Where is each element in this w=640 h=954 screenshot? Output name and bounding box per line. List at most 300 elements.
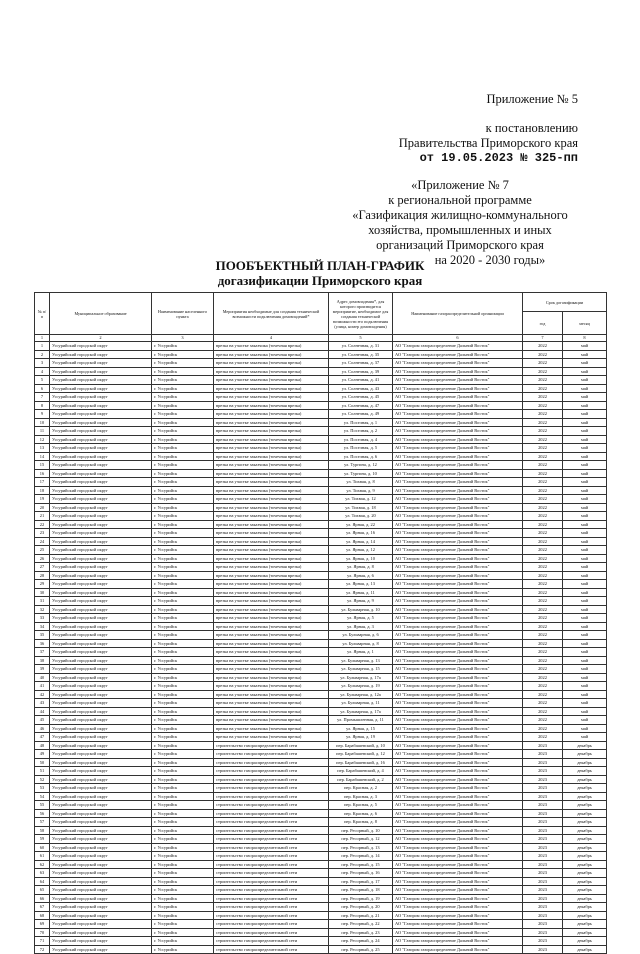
municipality-cell: Уссурийский городской округ (50, 495, 152, 504)
month-cell: май (563, 376, 607, 385)
table-row (35, 656, 607, 665)
address-cell: ул. Солнечная, д. 49 (329, 410, 393, 419)
decree-line: к постановлению (485, 121, 578, 135)
municipality-cell: Уссурийский городской округ (50, 639, 152, 648)
organization-cell: АО "Газпром газораспределение Дальний Восток" (393, 359, 523, 368)
row-number: 14 (35, 452, 50, 461)
table-row (35, 665, 607, 674)
measure-cell: врезка на участке заказчика (точечная врезка) (214, 673, 329, 682)
address-cell: ул. Ярная, д. 1 (329, 648, 393, 657)
municipality-cell: Уссурийский городской округ (50, 724, 152, 733)
column-number: 3 (152, 335, 214, 342)
table-row (35, 495, 607, 504)
year-cell: 2022 (523, 520, 563, 529)
year-cell: 2022 (523, 716, 563, 725)
row-number: 56 (35, 809, 50, 818)
settlement-cell: г. Уссурийск (152, 928, 214, 937)
month-cell: май (563, 469, 607, 478)
municipality-cell: Уссурийский городской округ (50, 410, 152, 419)
settlement-cell: г. Уссурийск (152, 767, 214, 776)
year-cell: 2023 (523, 784, 563, 793)
municipality-cell: Уссурийский городской округ (50, 707, 152, 716)
organization-cell: АО "Газпром газораспределение Дальний Восток" (393, 699, 523, 708)
settlement-cell: г. Уссурийск (152, 554, 214, 563)
municipality-cell: Уссурийский городской округ (50, 537, 152, 546)
table-row (35, 877, 607, 886)
organization-cell: АО "Газпром газораспределение Дальний Восток" (393, 767, 523, 776)
measure-cell: строительство газораспределительной сети (214, 775, 329, 784)
address-cell: ул. Ярная, д. 14 (329, 537, 393, 546)
municipality-cell: Уссурийский городской округ (50, 716, 152, 725)
organization-cell: АО "Газпром газораспределение Дальний Восток" (393, 571, 523, 580)
month-cell: декабрь (563, 945, 607, 954)
row-number: 19 (35, 495, 50, 504)
settlement-cell: г. Уссурийск (152, 699, 214, 708)
measure-cell: строительство газораспределительной сети (214, 750, 329, 759)
measure-cell: строительство газораспределительной сети (214, 945, 329, 954)
month-cell: декабрь (563, 826, 607, 835)
address-cell: ул. Поселная, д. 4 (329, 435, 393, 444)
month-cell: май (563, 486, 607, 495)
month-cell: декабрь (563, 937, 607, 946)
address-cell: ул. Поселная, д. 1 (329, 418, 393, 427)
row-number: 44 (35, 707, 50, 716)
table-row (35, 554, 607, 563)
year-cell: 2023 (523, 945, 563, 954)
month-cell: май (563, 503, 607, 512)
address-cell: ул. Тургина, д. 10 (329, 469, 393, 478)
table-row (35, 367, 607, 376)
row-number: 53 (35, 784, 50, 793)
settlement-cell: г. Уссурийск (152, 393, 214, 402)
inner-appendix: «Приложение № 7 (411, 178, 509, 192)
row-number: 61 (35, 852, 50, 861)
month-cell: декабрь (563, 852, 607, 861)
year-cell: 2022 (523, 359, 563, 368)
row-number: 69 (35, 920, 50, 929)
measure-cell: врезка на участке заказчика (точечная врезка) (214, 452, 329, 461)
row-number: 11 (35, 427, 50, 436)
organization-cell: АО "Газпром газораспределение Дальний Восток" (393, 784, 523, 793)
settlement-cell: г. Уссурийск (152, 571, 214, 580)
year-cell: 2022 (523, 435, 563, 444)
month-cell: декабрь (563, 801, 607, 810)
month-cell: декабрь (563, 886, 607, 895)
month-cell: май (563, 342, 607, 351)
year-cell: 2023 (523, 750, 563, 759)
settlement-cell: г. Уссурийск (152, 461, 214, 470)
table-row (35, 444, 607, 453)
municipality-cell: Уссурийский городской округ (50, 699, 152, 708)
address-cell: пер. Красная, д. 5 (329, 801, 393, 810)
month-cell: декабрь (563, 911, 607, 920)
settlement-cell: г. Уссурийск (152, 631, 214, 640)
municipality-cell: Уссурийский городской округ (50, 758, 152, 767)
table-row (35, 937, 607, 946)
address-cell: пер. Красная, д. 8 (329, 818, 393, 827)
table-row (35, 886, 607, 895)
measure-cell: врезка на участке заказчика (точечная врезка) (214, 682, 329, 691)
month-cell: декабрь (563, 784, 607, 793)
row-number: 3 (35, 359, 50, 368)
address-cell: пер. Барабашевский, д. 2 (329, 775, 393, 784)
row-number: 46 (35, 724, 50, 733)
address-cell: ул. Тургина, д. 12 (329, 461, 393, 470)
row-number: 58 (35, 826, 50, 835)
organization-cell: АО "Газпром газораспределение Дальний Восток" (393, 886, 523, 895)
address-cell: ул. Поселная, д. 6 (329, 452, 393, 461)
municipality-cell: Уссурийский городской округ (50, 529, 152, 538)
header-municipality: Муниципальное образование (50, 293, 152, 335)
month-cell: май (563, 478, 607, 487)
table-row (35, 639, 607, 648)
year-cell: 2023 (523, 886, 563, 895)
measure-cell: врезка на участке заказчика (точечная врезка) (214, 648, 329, 657)
year-cell: 2023 (523, 903, 563, 912)
measure-cell: строительство газораспределительной сети (214, 767, 329, 776)
address-cell: пер. Ресорный, д. 24 (329, 937, 393, 946)
month-cell: май (563, 631, 607, 640)
organization-cell: АО "Газпром газораспределение Дальний Восток" (393, 546, 523, 555)
measure-cell: строительство газораспределительной сети (214, 741, 329, 750)
settlement-cell: г. Уссурийск (152, 656, 214, 665)
month-cell: май (563, 639, 607, 648)
header-deadline: Срок догазификации (523, 293, 607, 312)
month-cell: май (563, 418, 607, 427)
settlement-cell: г. Уссурийск (152, 350, 214, 359)
measure-cell: врезка на участке заказчика (точечная врезка) (214, 690, 329, 699)
row-number: 45 (35, 716, 50, 725)
address-cell: ул. Ярная, д. 12 (329, 546, 393, 555)
organization-cell: АО "Газпром газораспределение Дальний Восток" (393, 852, 523, 861)
settlement-cell: г. Уссурийск (152, 758, 214, 767)
month-cell: декабрь (563, 869, 607, 878)
row-number: 18 (35, 486, 50, 495)
year-cell: 2022 (523, 546, 563, 555)
row-number: 29 (35, 580, 50, 589)
row-number: 24 (35, 537, 50, 546)
year-cell: 2022 (523, 622, 563, 631)
settlement-cell: г. Уссурийск (152, 546, 214, 555)
row-number: 40 (35, 673, 50, 682)
settlement-cell: г. Уссурийск (152, 614, 214, 623)
organization-cell: АО "Газпром газораспределение Дальний Восток" (393, 614, 523, 623)
table-row (35, 809, 607, 818)
organization-cell: АО "Газпром газораспределение Дальний Восток" (393, 401, 523, 410)
year-cell: 2022 (523, 495, 563, 504)
row-number: 51 (35, 767, 50, 776)
row-number: 20 (35, 503, 50, 512)
organization-cell: АО "Газпром газораспределение Дальний Восток" (393, 724, 523, 733)
municipality-cell: Уссурийский городской округ (50, 384, 152, 393)
organization-cell: АО "Газпром газораспределение Дальний Восток" (393, 342, 523, 351)
month-cell: декабрь (563, 877, 607, 886)
header-address: Адрес домовладения*, для которого производится мероприятие, необходимое для создания технической возможности его подключения (улица, номер домовладения) (329, 293, 393, 335)
table-row (35, 911, 607, 920)
municipality-cell: Уссурийский городской округ (50, 877, 152, 886)
table-row (35, 775, 607, 784)
measure-cell: врезка на участке заказчика (точечная врезка) (214, 631, 329, 640)
settlement-cell: г. Уссурийск (152, 427, 214, 436)
address-cell: ул. Ярная, д. 10 (329, 554, 393, 563)
address-cell: ул. Солнечная, д. 47 (329, 401, 393, 410)
measure-cell: врезка на участке заказчика (точечная врезка) (214, 665, 329, 674)
column-number: 2 (50, 335, 152, 342)
row-number: 8 (35, 401, 50, 410)
table-row (35, 928, 607, 937)
row-number: 30 (35, 588, 50, 597)
year-cell: 2022 (523, 418, 563, 427)
address-cell: ул. Солнечная, д. 43 (329, 384, 393, 393)
municipality-cell: Уссурийский городской округ (50, 869, 152, 878)
settlement-cell: г. Уссурийск (152, 520, 214, 529)
settlement-cell: г. Уссурийск (152, 563, 214, 572)
organization-cell: АО "Газпром газораспределение Дальний Восток" (393, 673, 523, 682)
month-cell: май (563, 571, 607, 580)
measure-cell: строительство газораспределительной сети (214, 818, 329, 827)
year-cell: 2022 (523, 401, 563, 410)
year-cell: 2022 (523, 478, 563, 487)
year-cell: 2022 (523, 342, 563, 351)
organization-cell: АО "Газпром газораспределение Дальний Восток" (393, 648, 523, 657)
organization-cell: АО "Газпром газораспределение Дальний Восток" (393, 631, 523, 640)
row-number: 6 (35, 384, 50, 393)
measure-cell: врезка на участке заказчика (точечная врезка) (214, 733, 329, 742)
measure-cell: врезка на участке заказчика (точечная врезка) (214, 537, 329, 546)
row-number: 28 (35, 571, 50, 580)
year-cell: 2022 (523, 461, 563, 470)
year-cell: 2022 (523, 690, 563, 699)
municipality-cell: Уссурийский городской округ (50, 784, 152, 793)
year-cell: 2022 (523, 563, 563, 572)
settlement-cell: г. Уссурийск (152, 877, 214, 886)
row-number: 33 (35, 614, 50, 623)
measure-cell: врезка на участке заказчика (точечная врезка) (214, 384, 329, 393)
municipality-cell: Уссурийский городской округ (50, 486, 152, 495)
address-cell: пер. Ресорный, д. 15 (329, 860, 393, 869)
address-cell: пер. Ресорный, д. 19 (329, 894, 393, 903)
table-row (35, 801, 607, 810)
year-cell: 2022 (523, 350, 563, 359)
settlement-cell: г. Уссурийск (152, 741, 214, 750)
month-cell: май (563, 367, 607, 376)
month-cell: май (563, 716, 607, 725)
address-cell: ул. Ярная, д. 6 (329, 571, 393, 580)
organization-cell: АО "Газпром газораспределение Дальний Восток" (393, 911, 523, 920)
table-row (35, 699, 607, 708)
table-row (35, 784, 607, 793)
row-number: 57 (35, 818, 50, 827)
address-cell: пер. Ресорный, д. 21 (329, 911, 393, 920)
table-row (35, 673, 607, 682)
organization-cell: АО "Газпром газораспределение Дальний Восток" (393, 818, 523, 827)
measure-cell: врезка на участке заказчика (точечная врезка) (214, 478, 329, 487)
address-cell: ул. Солнечная, д. 31 (329, 342, 393, 351)
table-row (35, 537, 607, 546)
year-cell: 2023 (523, 758, 563, 767)
table-row (35, 546, 607, 555)
settlement-cell: г. Уссурийск (152, 410, 214, 419)
row-number: 42 (35, 690, 50, 699)
municipality-cell: Уссурийский городской округ (50, 673, 152, 682)
row-number: 55 (35, 801, 50, 810)
program-name-2: хозяйства, промышленных и иных (368, 223, 552, 237)
year-cell: 2022 (523, 588, 563, 597)
address-cell: ул. Ярная, д. 5 (329, 614, 393, 623)
measure-cell: строительство газораспределительной сети (214, 826, 329, 835)
settlement-cell: г. Уссурийск (152, 444, 214, 453)
page-subtitle: догазификации Приморского края (217, 273, 423, 288)
settlement-cell: г. Уссурийск (152, 801, 214, 810)
year-cell: 2023 (523, 775, 563, 784)
year-cell: 2022 (523, 410, 563, 419)
table-row (35, 852, 607, 861)
year-cell: 2023 (523, 869, 563, 878)
measure-cell: строительство газораспределительной сети (214, 843, 329, 852)
year-cell: 2022 (523, 699, 563, 708)
measure-cell: строительство газораспределительной сети (214, 928, 329, 937)
organization-cell: АО "Газпром газораспределение Дальний Восток" (393, 843, 523, 852)
organization-cell: АО "Газпром газораспределение Дальний Восток" (393, 588, 523, 597)
municipality-cell: Уссурийский городской округ (50, 750, 152, 759)
table-row (35, 631, 607, 640)
month-cell: май (563, 648, 607, 657)
row-number: 7 (35, 393, 50, 402)
address-cell: ул. Ярная, д. 19 (329, 733, 393, 742)
year-cell: 2022 (523, 444, 563, 453)
government-line: Правительства Приморского края (398, 136, 578, 150)
table-row (35, 384, 607, 393)
municipality-cell: Уссурийский городской округ (50, 563, 152, 572)
municipality-cell: Уссурийский городской округ (50, 444, 152, 453)
organization-cell: АО "Газпром газораспределение Дальний Восток" (393, 622, 523, 631)
measure-cell: строительство газораспределительной сети (214, 860, 329, 869)
measure-cell: врезка на участке заказчика (точечная врезка) (214, 367, 329, 376)
organization-cell: АО "Газпром газораспределение Дальний Восток" (393, 478, 523, 487)
organization-cell: АО "Газпром газораспределение Дальний Восток" (393, 563, 523, 572)
table-row (35, 682, 607, 691)
organization-cell: АО "Газпром газораспределение Дальний Восток" (393, 486, 523, 495)
table-row (35, 520, 607, 529)
year-cell: 2022 (523, 367, 563, 376)
settlement-cell: г. Уссурийск (152, 945, 214, 954)
organization-cell: АО "Газпром газораспределение Дальний Восток" (393, 495, 523, 504)
year-cell: 2022 (523, 376, 563, 385)
table-row (35, 359, 607, 368)
year-cell: 2023 (523, 826, 563, 835)
year-cell: 2022 (523, 639, 563, 648)
program-years: на 2020 - 2030 годы» (434, 253, 546, 267)
row-number: 12 (35, 435, 50, 444)
address-cell: ул. Бульварная, д. 6 (329, 631, 393, 640)
row-number: 60 (35, 843, 50, 852)
month-cell: декабрь (563, 741, 607, 750)
year-cell: 2023 (523, 835, 563, 844)
municipality-cell: Уссурийский городской округ (50, 648, 152, 657)
municipality-cell: Уссурийский городской округ (50, 945, 152, 954)
municipality-cell: Уссурийский городской округ (50, 818, 152, 827)
measure-cell: врезка на участке заказчика (точечная врезка) (214, 350, 329, 359)
organization-cell: АО "Газпром газораспределение Дальний Восток" (393, 597, 523, 606)
year-cell: 2023 (523, 741, 563, 750)
organization-cell: АО "Газпром газораспределение Дальний Восток" (393, 707, 523, 716)
organization-cell: АО "Газпром газораспределение Дальний Восток" (393, 835, 523, 844)
organization-cell: АО "Газпром газораспределение Дальний Восток" (393, 750, 523, 759)
table-row (35, 818, 607, 827)
address-cell: ул. Поселная, д. 2 (329, 427, 393, 436)
organization-cell: АО "Газпром газораспределение Дальний Восток" (393, 461, 523, 470)
address-cell: ул. Ярная, д. 3 (329, 622, 393, 631)
column-number: 5 (329, 335, 393, 342)
organization-cell: АО "Газпром газораспределение Дальний Восток" (393, 775, 523, 784)
municipality-cell: Уссурийский городской округ (50, 614, 152, 623)
address-cell: пер. Ресорный, д. 25 (329, 945, 393, 954)
row-number: 23 (35, 529, 50, 538)
settlement-cell: г. Уссурийск (152, 452, 214, 461)
row-number: 25 (35, 546, 50, 555)
settlement-cell: г. Уссурийск (152, 937, 214, 946)
table-row (35, 529, 607, 538)
table-row (35, 614, 607, 623)
year-cell: 2022 (523, 614, 563, 623)
measure-cell: строительство газораспределительной сети (214, 869, 329, 878)
settlement-cell: г. Уссурийск (152, 843, 214, 852)
month-cell: декабрь (563, 920, 607, 929)
organization-cell: АО "Газпром газораспределение Дальний Восток" (393, 435, 523, 444)
municipality-cell: Уссурийский городской округ (50, 478, 152, 487)
table-row (35, 350, 607, 359)
month-cell: май (563, 461, 607, 470)
address-cell: ул. Поселная, д. 5 (329, 444, 393, 453)
measure-cell: врезка на участке заказчика (точечная врезка) (214, 512, 329, 521)
settlement-cell: г. Уссурийск (152, 342, 214, 351)
year-cell: 2023 (523, 937, 563, 946)
settlement-cell: г. Уссурийск (152, 367, 214, 376)
row-number: 66 (35, 894, 50, 903)
month-cell: декабрь (563, 835, 607, 844)
settlement-cell: г. Уссурийск (152, 911, 214, 920)
address-cell: ул. Бульварная, д. 11 (329, 699, 393, 708)
month-cell: май (563, 444, 607, 453)
settlement-cell: г. Уссурийск (152, 750, 214, 759)
settlement-cell: г. Уссурийск (152, 818, 214, 827)
year-cell: 2022 (523, 537, 563, 546)
address-cell: ул. Ярная, д. 16 (329, 529, 393, 538)
row-number: 64 (35, 877, 50, 886)
row-number: 4 (35, 367, 50, 376)
settlement-cell: г. Уссурийск (152, 384, 214, 393)
measure-cell: врезка на участке заказчика (точечная врезка) (214, 605, 329, 614)
organization-cell: АО "Газпром газораспределение Дальний Восток" (393, 733, 523, 742)
header-settlement: Наименование населенного пункта (152, 293, 214, 335)
municipality-cell: Уссурийский городской округ (50, 792, 152, 801)
settlement-cell: г. Уссурийск (152, 588, 214, 597)
year-cell: 2022 (523, 486, 563, 495)
table-row (35, 401, 607, 410)
organization-cell: АО "Газпром газораспределение Дальний Восток" (393, 682, 523, 691)
municipality-cell: Уссурийский городской округ (50, 733, 152, 742)
municipality-cell: Уссурийский городской округ (50, 928, 152, 937)
measure-cell: врезка на участке заказчика (точечная врезка) (214, 486, 329, 495)
month-cell: май (563, 452, 607, 461)
row-number: 63 (35, 869, 50, 878)
measure-cell: врезка на участке заказчика (точечная врезка) (214, 656, 329, 665)
settlement-cell: г. Уссурийск (152, 401, 214, 410)
address-cell: ул. Бульварная, д. 12а (329, 690, 393, 699)
organization-cell: АО "Газпром газораспределение Дальний Восток" (393, 554, 523, 563)
year-cell: 2023 (523, 792, 563, 801)
column-number: 4 (214, 335, 329, 342)
